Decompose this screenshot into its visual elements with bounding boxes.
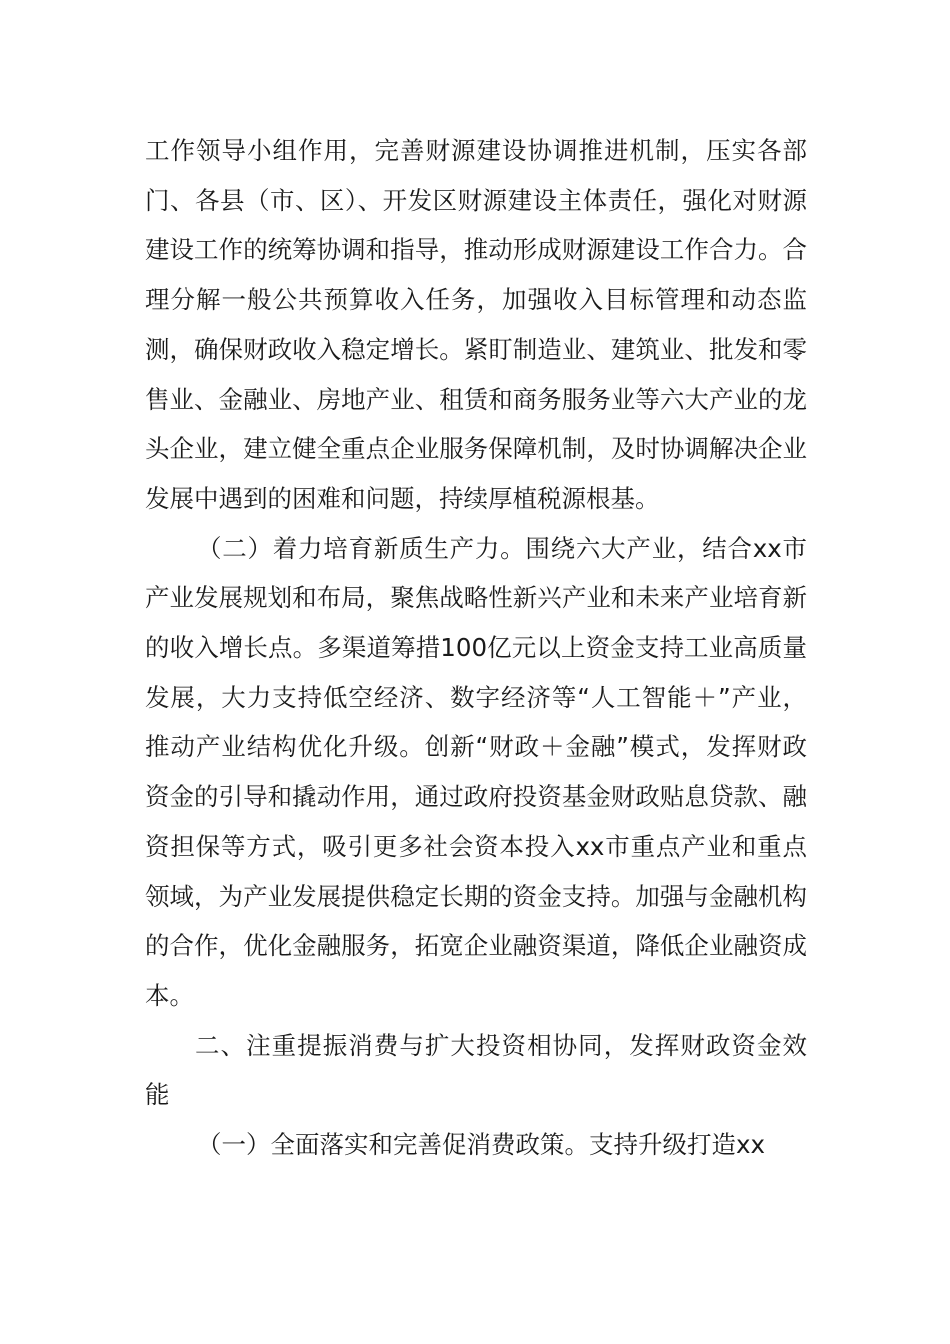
subsection-paragraph-1: （一）全面落实和完善促消费政策。支持升级打造xx — [197, 1130, 765, 1160]
body-paragraph-continued: 工作领导小组作用，完善财源建设协调推进机制，压实各部门、各县（市、区）、开发区财源建设主体责任，强化对财源建设工作的统筹协调和指导，推动形成财源建设工作合力。合理分解一般公共预算收入任务，加强收入目标管理和动态监测，确保财政收入稳定增长。紧盯制造业、建筑业、批发和零售业、金融业、房地产业、租赁和商务服务业等六大产业的龙头企业，建立健全重点企业服务保障机制，及时协调解决企业发展中遇到的困难和问题，持续厚植税源根基。 — [145, 136, 807, 513]
section-heading-2: 二、注重提振消费与扩大投资相协同，发挥财政资金效能 — [145, 1030, 807, 1110]
document-body — [145, 126, 807, 1170]
subsection-paragraph-2: （二）着力培育新质生产力。围绕六大产业，结合xx市产业发展规划和布局，聚焦战略性新兴产业和未来产业培育新的收入增长点。多渠道筹措100亿元以上资金支持工业高质量发展，大力支持低空经济、数字经济等“人工智能＋”产业，推动产业结构优化升级。创新“财政＋金融”模式，发挥财政资金的引导和撬动作用，通过政府投资基金财政贴息贷款、融资担保等方式，吸引更多社会资本投入xx市重点产业和重点领域，为产业发展提供稳定长期的资金支持。加强与金融机构的合作，优化金融服务，拓宽企业融资渠道，降低企业融资成本。 — [145, 533, 807, 1010]
